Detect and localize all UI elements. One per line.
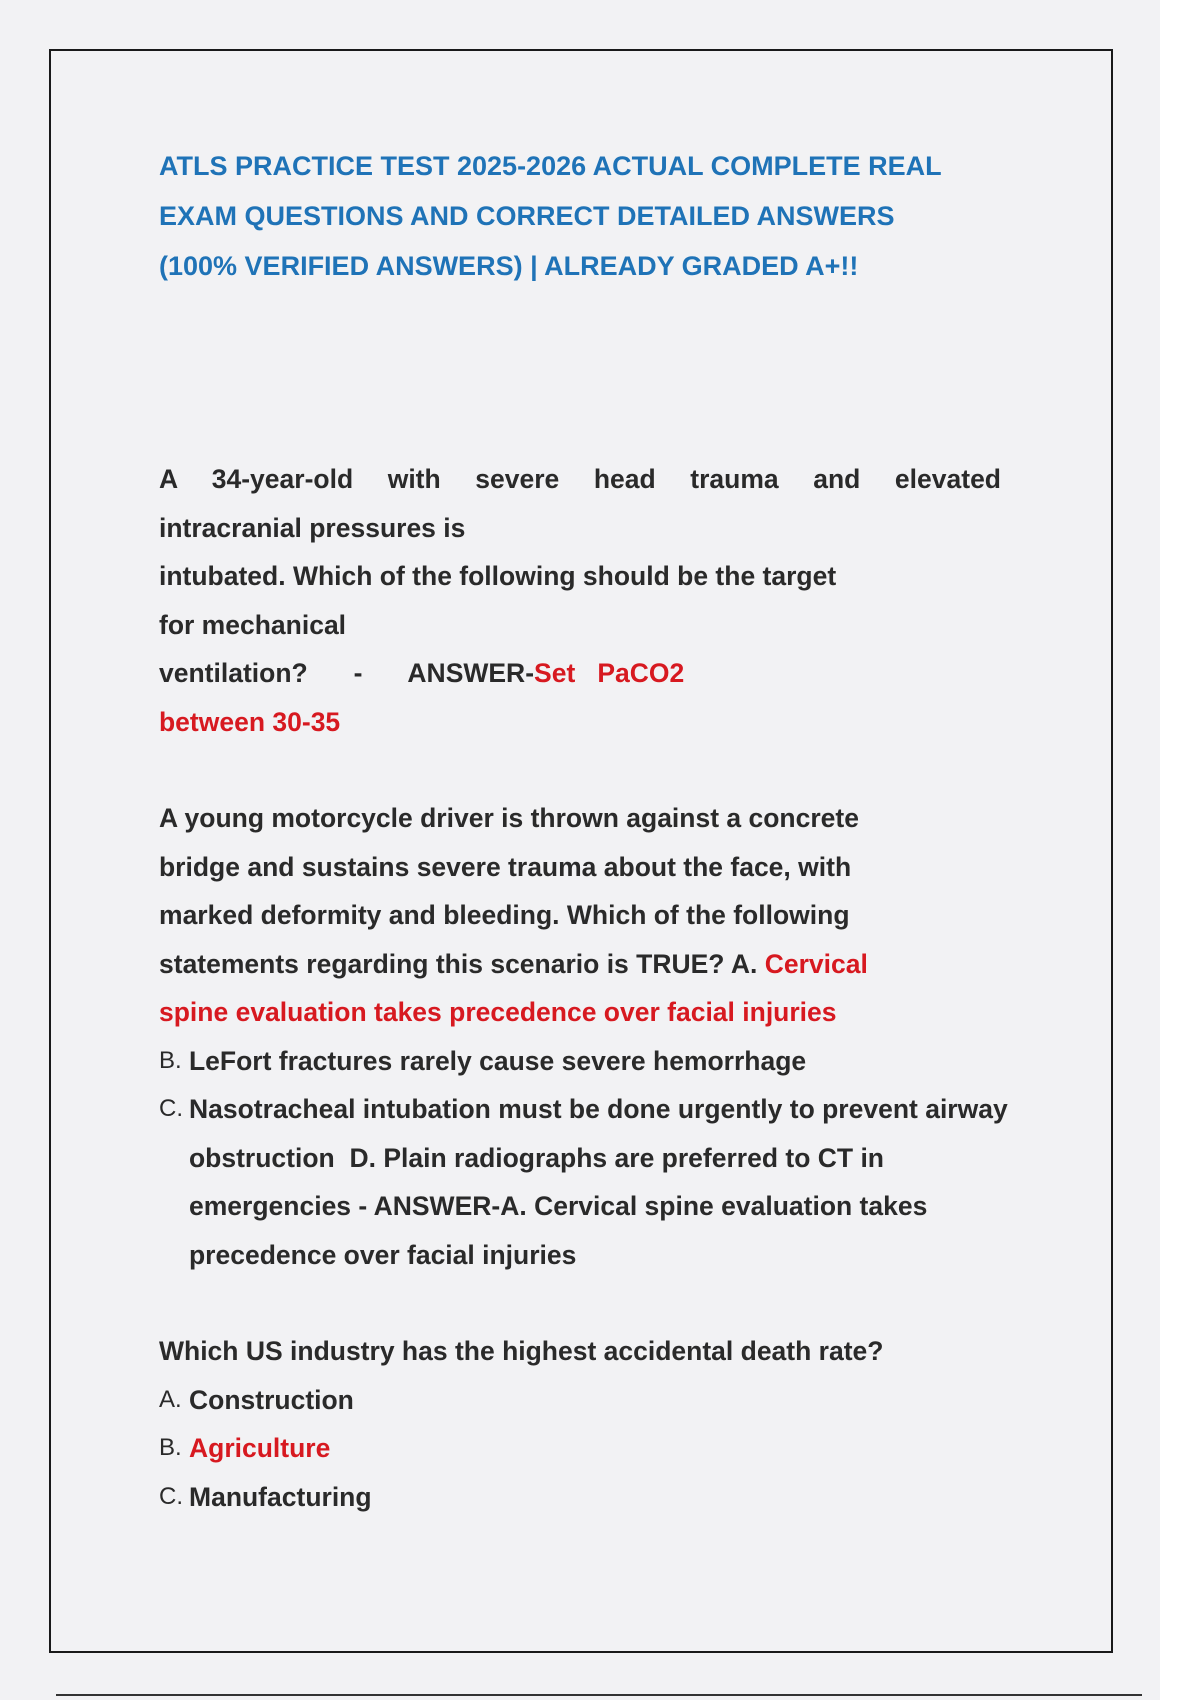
option-text: Manufacturing	[189, 1481, 372, 1512]
option-text: LeFort fractures rarely cause severe hemorrhage	[189, 1045, 807, 1076]
question-2-option	[159, 1037, 1019, 1086]
option-text: Construction	[189, 1384, 354, 1415]
question-3-option	[159, 1424, 1059, 1473]
document-page	[49, 49, 1113, 1653]
question-2-line	[159, 940, 1019, 989]
question-1-answer: Set PaCO2	[534, 658, 685, 688]
question-1-line: for mechanical	[159, 609, 347, 640]
option-letter: C.	[159, 1095, 183, 1122]
question-1-line: A 34-year-old with severe head trauma and elevated	[159, 464, 1001, 494]
question-1-answer-continued: between 30-35	[159, 706, 341, 737]
question-3-text: Which US industry has the highest accidental death rate?	[159, 1336, 884, 1366]
question-2-line: A young motorcycle driver is thrown against a concrete	[159, 803, 859, 833]
question-2-option	[159, 1085, 1019, 1279]
question-1-line: intubated. Which of the following should be the target	[159, 561, 837, 591]
question-2-prefix: statements regarding this scenario is TRUE? A.	[159, 948, 765, 979]
footer-rule	[56, 1694, 1142, 1696]
title-line: EXAM QUESTIONS AND CORRECT DETAILED ANSWERS	[159, 201, 895, 231]
question-3-options	[159, 1376, 1059, 1522]
question-2-answer-continued: spine evaluation takes precedence over facial injuries	[159, 997, 837, 1027]
option-letter: B.	[159, 1046, 182, 1074]
question-1-line	[159, 649, 1001, 698]
question-3-option	[159, 1376, 1059, 1425]
option-text-answer: Agriculture	[189, 1433, 331, 1463]
question-3-option	[159, 1473, 1059, 1522]
question-2	[159, 794, 1019, 1279]
option-letter: A.	[159, 1385, 182, 1413]
option-letter: B.	[159, 1434, 182, 1461]
right-margin-strip	[1160, 0, 1200, 1700]
option-letter: C.	[159, 1482, 183, 1510]
question-2-answer: Cervical	[764, 948, 868, 979]
title-line: (100% VERIFIED ANSWERS) | ALREADY GRADED A+!!	[159, 251, 859, 281]
question-1-line: intracranial pressures is	[159, 512, 466, 543]
page-content	[159, 141, 1089, 1521]
question-1	[159, 455, 1001, 746]
question-2-line: bridge and sustains severe trauma about the face, with	[159, 851, 852, 882]
document-title	[159, 141, 1029, 291]
question-3	[159, 1327, 1059, 1521]
title-line: ATLS PRACTICE TEST 2025-2026 ACTUAL COMPLETE REAL	[159, 151, 942, 181]
question-2-line: marked deformity and bleeding. Which of the following	[159, 900, 850, 930]
question-1-answer-prefix: ventilation? - ANSWER-	[159, 658, 535, 688]
option-text: Nasotracheal intubation must be done urgently to prevent airway obstruction D. Plain radiographs are preferred to CT in emergencies - ANSWER-A. Cervical spine evaluation takes precedence over facial injuries	[189, 1094, 1016, 1270]
